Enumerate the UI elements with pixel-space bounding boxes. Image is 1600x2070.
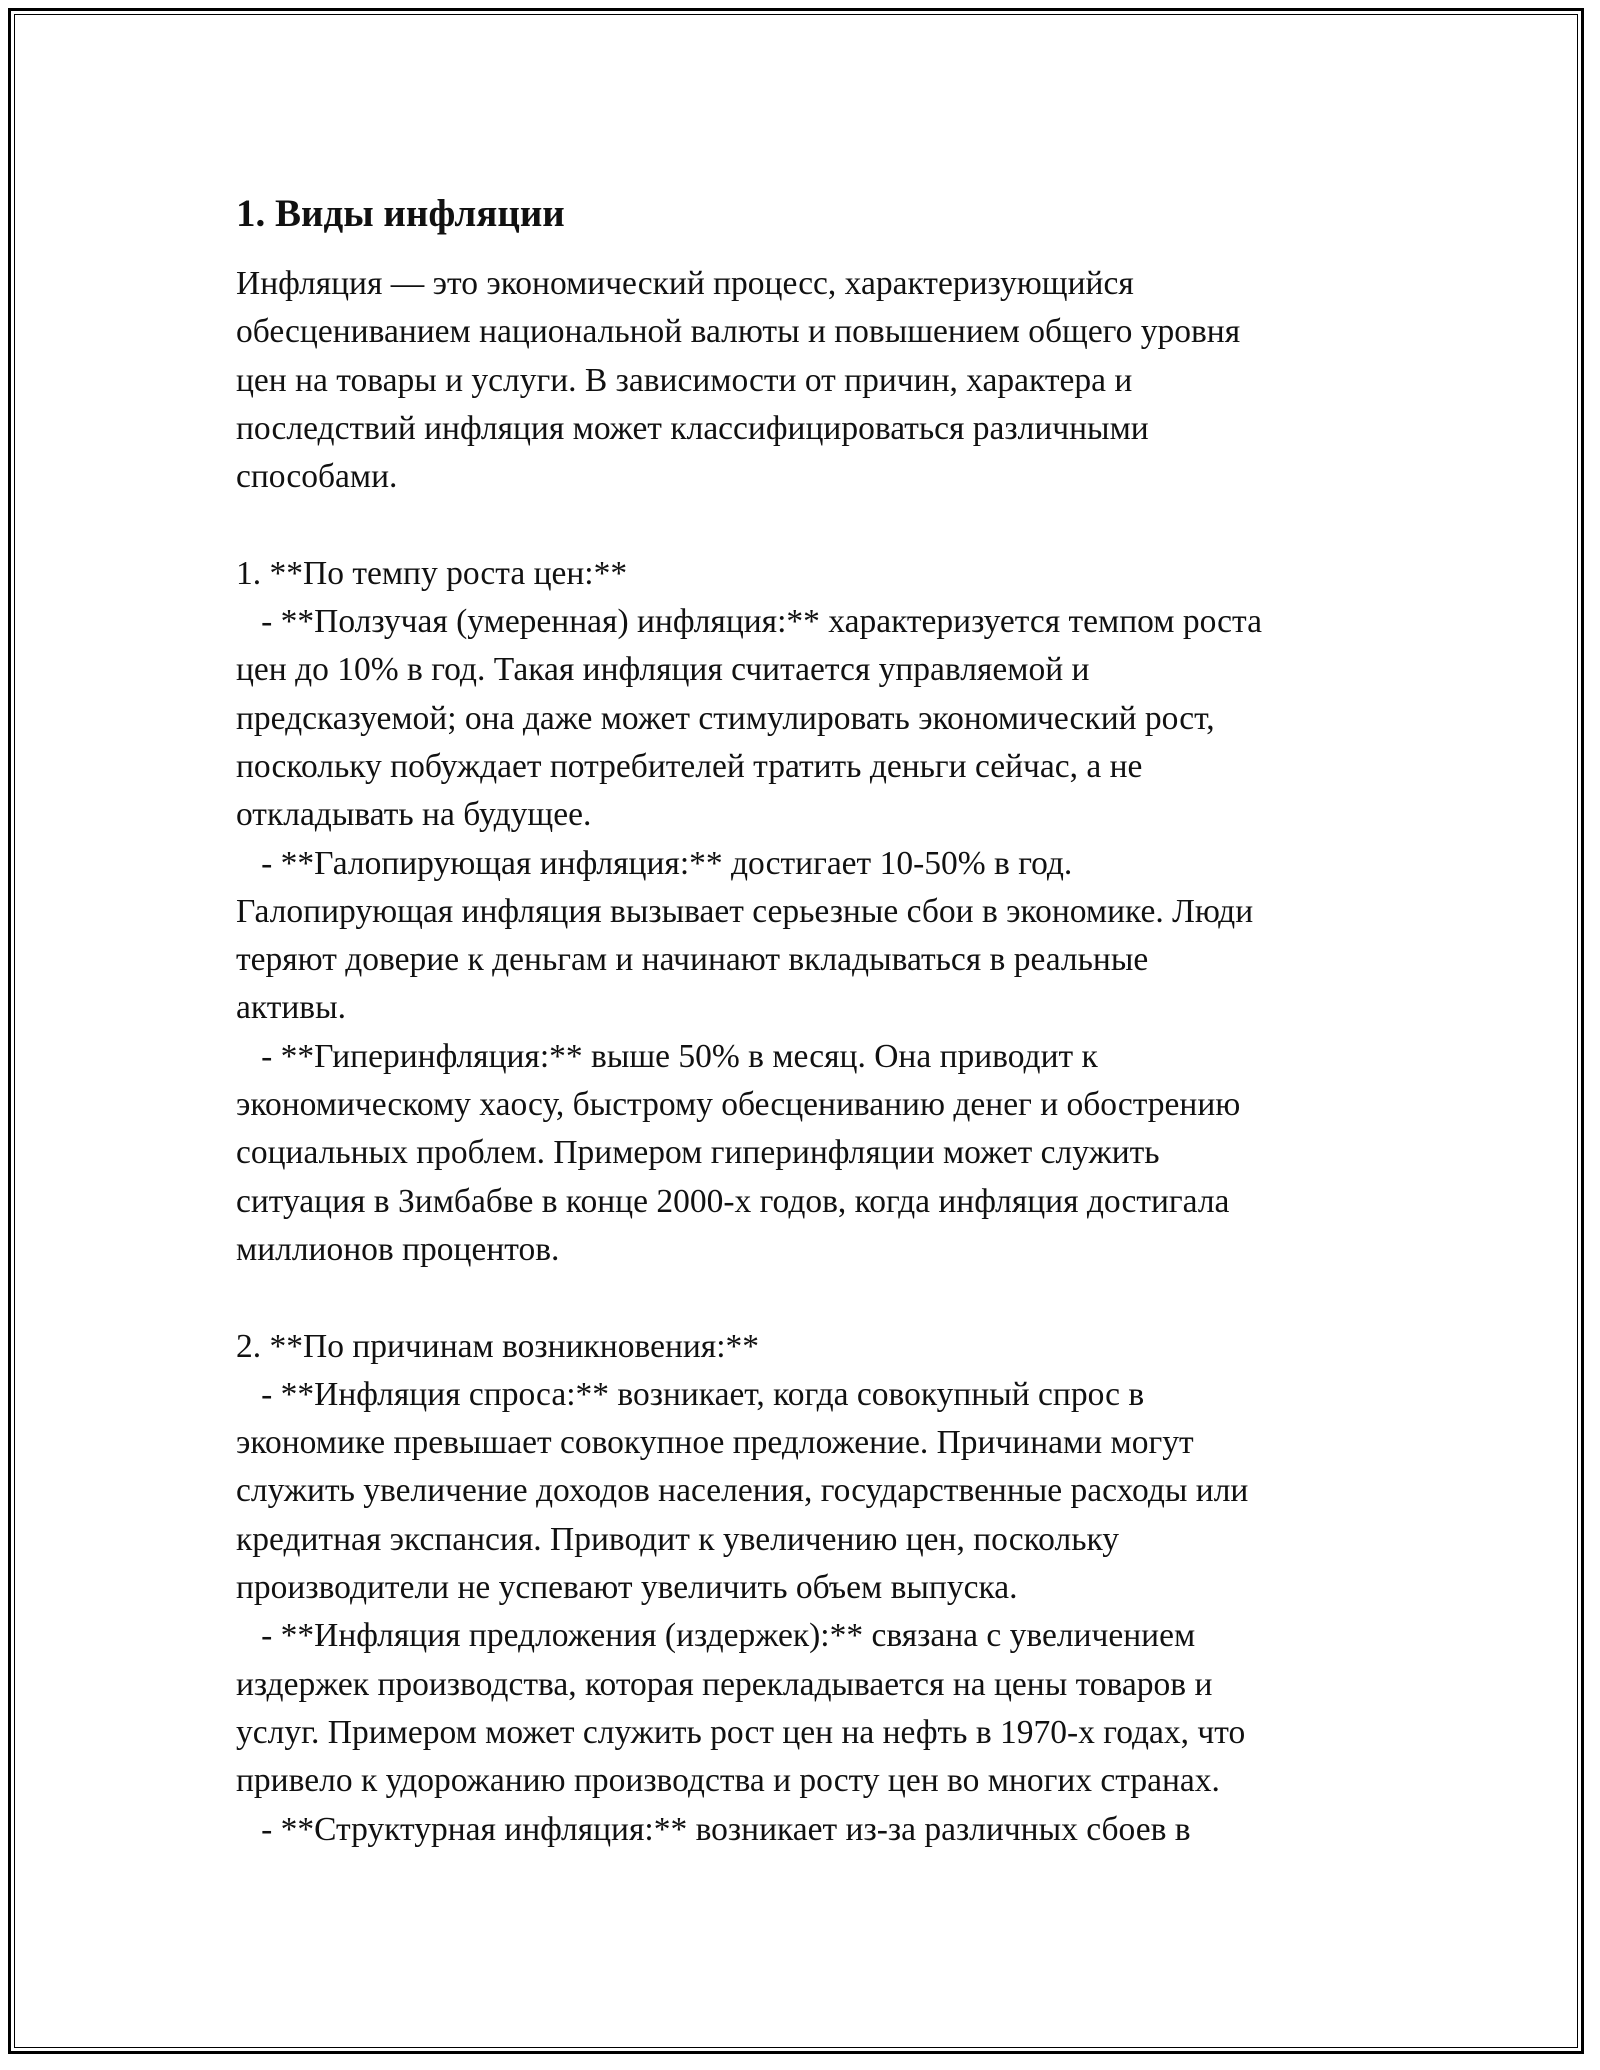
text-line: - **Галопирующая инфляция:** достигает 10-50% в год. bbox=[236, 844, 1073, 882]
section-heading: 1. Виды инфляции bbox=[236, 192, 565, 235]
text-line: - **Структурная инфляция:** возникает из-за различных сбоев в bbox=[236, 1810, 1191, 1848]
text-line: экономическому хаосу, быстрому обесцениванию денег и обострению bbox=[236, 1086, 1241, 1124]
text-line: услуг. Примером может служить рост цен на нефть в 1970-х годах, что bbox=[236, 1713, 1246, 1751]
text-line: последствий инфляция может классифицироваться различными bbox=[236, 409, 1149, 447]
text-line: поскольку побуждает потребителей тратить деньги сейчас, а не bbox=[236, 747, 1143, 785]
text-line: ситуация в Зимбабве в конце 2000-х годов, когда инфляция достигала bbox=[236, 1182, 1230, 1220]
blank-line bbox=[236, 501, 1386, 549]
text-line: Инфляция — это экономический процесс, характеризующийся bbox=[236, 265, 1134, 302]
text-line: 1. **По темпу роста цен:** bbox=[236, 554, 628, 592]
text-line: служить увеличение доходов населения, государственные расходы или bbox=[236, 1472, 1249, 1510]
text-line: предсказуемой; она даже может стимулировать экономический рост, bbox=[236, 699, 1215, 737]
text-line: - **Инфляция предложения (издержек):** связана с увеличением bbox=[236, 1617, 1196, 1655]
text-line: производители не успевают увеличить объем выпуска. bbox=[236, 1569, 1018, 1607]
text-line: цен на товары и услуги. В зависимости от причин, характера и bbox=[236, 361, 1133, 399]
text-line: привело к удорожанию производства и росту цен во многих странах. bbox=[236, 1762, 1220, 1800]
text-line: - **Ползучая (умеренная) инфляция:** характеризуется темпом роста bbox=[236, 603, 1262, 641]
text-line: 2. **По причинам возникновения:** bbox=[236, 1327, 760, 1365]
text-line: цен до 10% в год. Такая инфляция считается управляемой и bbox=[236, 651, 1090, 689]
text-line: экономике превышает совокупное предложение. Причинами могут bbox=[236, 1424, 1194, 1462]
text-line: миллионов процентов. bbox=[236, 1230, 560, 1268]
text-line: обесцениванием национальной валюты и повышением общего уровня bbox=[236, 313, 1241, 351]
text-line: кредитная экспансия. Приводит к увеличению цен, поскольку bbox=[236, 1520, 1120, 1558]
text-line: откладывать на будущее. bbox=[236, 796, 592, 834]
body-text bbox=[236, 260, 1386, 1854]
text-line: теряют доверие к деньгам и начинают вкладываться в реальные bbox=[236, 941, 1149, 979]
document-body bbox=[236, 186, 1386, 1854]
text-line: активы. bbox=[236, 989, 346, 1027]
text-line: способами. bbox=[236, 458, 398, 496]
text-line: Галопирующая инфляция вызывает серьезные сбои в экономике. Люди bbox=[236, 892, 1254, 930]
blank-line bbox=[236, 1274, 1386, 1322]
text-line: - **Инфляция спроса:** возникает, когда совокупный спрос в bbox=[236, 1375, 1145, 1413]
text-line: социальных проблем. Примером гиперинфляции может служить bbox=[236, 1134, 1160, 1172]
text-line: издержек производства, которая перекладывается на цены товаров и bbox=[236, 1665, 1213, 1703]
text-line: - **Гиперинфляция:** выше 50% в месяц. Она приводит к bbox=[236, 1037, 1098, 1075]
